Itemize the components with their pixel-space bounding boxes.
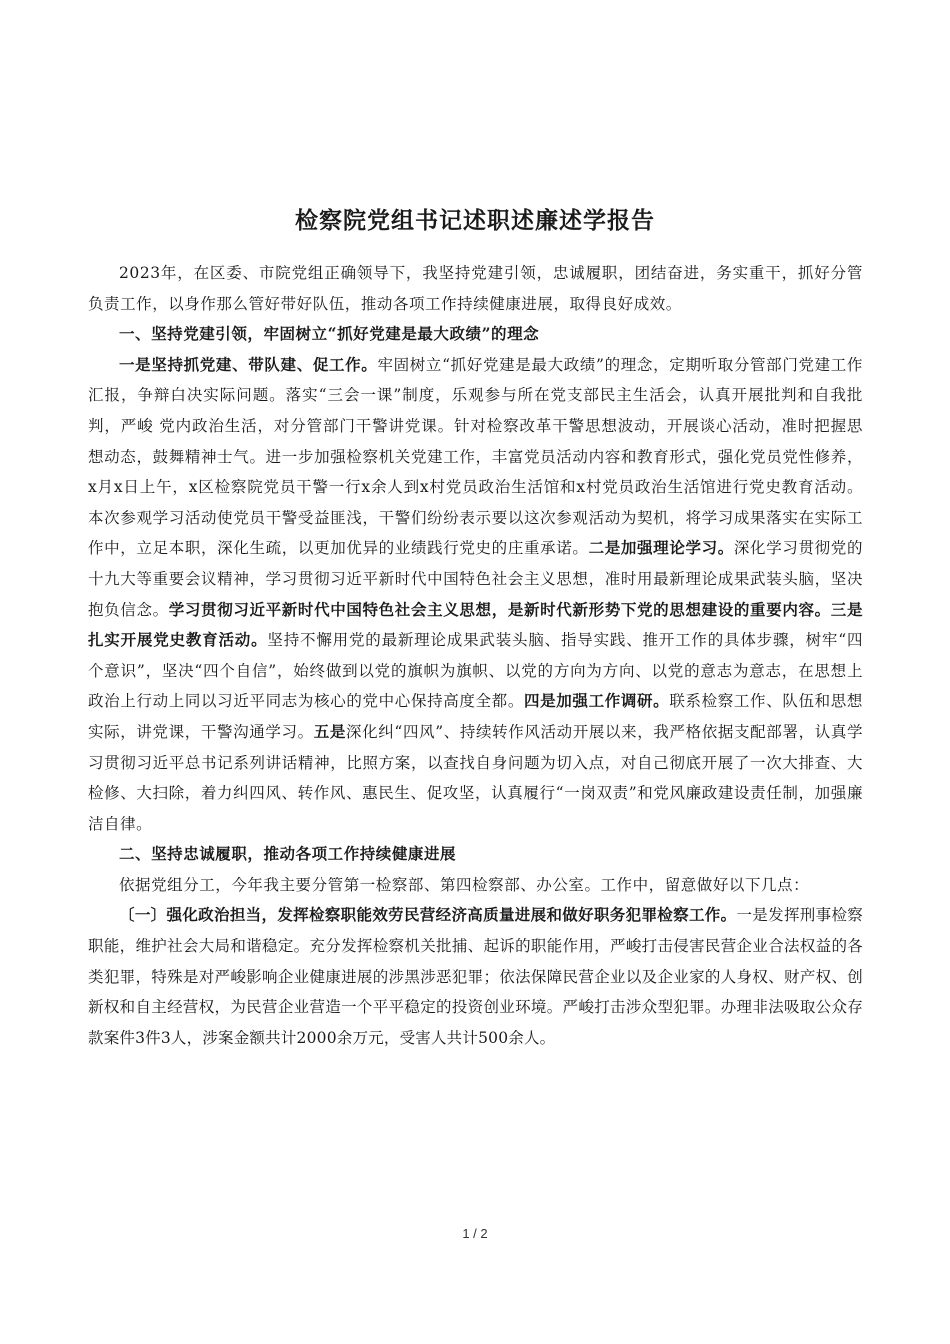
document-title: 检察院党组书记述职述廉述学报告 [295, 207, 655, 234]
section-2-intro: 依据党组分工，今年我主要分管第一检察部、第四检察部、办公室。工作中，留意做好以下几点： [119, 875, 810, 894]
point-2-text: 深化学习贯彻党的十九大等重要会议精神，学习贯彻习近平新时代中国特色社会主义思想，准时用最新理论成果武装头脑，坚决抱负信念。 [88, 539, 863, 619]
page-indicator: 1 / 2 [462, 1226, 488, 1241]
point-4-text: 联系检察工作、队伍和思想实际，讲党课，干警沟通学习。 [88, 692, 863, 741]
point-1-text: 牢固树立“抓好党建是最大政绩”的理念，定期听取分管部门党建工作汇报，争辩白决实际问题。落实“三会一课”制度，乐观参与所在党支部民主生活会，认真开展批判和自我批判，严峻 党内政治生活，对分管部门干警讲党课。针对检察改革干警思想波动，开展谈心活动，准时把握思想动态，鼓舞精神士气。进一步加强检察机关党建工作，丰富党员活动内容和教育形式，强化党员党性修养，x月x日上午，x区检察院党员干警一行x余人到x村党员政治生活馆和x村党员政治生活馆进行党史教育活动。本次参观学习活动使党员干警受益匪浅，干警们纷纷表示要以这次参观活动为契机，将学习成果落实在实际工作中，立足本职，深化生疏，以更加优异的业绩践行党史的庄重承诺。 [88, 355, 863, 558]
section-1-paragraph [88, 350, 863, 840]
intro-paragraph: 2023年，在区委、市院党组正确领导下，我坚持党建引领，忠诚履职，团结奋进，务实重干，抓好分管负责工作，以身作那么管好带好队伍，推动各项工作持续健康进展，取得良好成效。 [88, 264, 863, 313]
item-1-text: 一是发挥刑事检察职能，维护社会大局和谐稳定。充分发挥检察机关批捕、起诉的职能作用，严峻打击侵害民营企业合法权益的各类犯罪，特殊是对严峻影响企业健康进展的涉黑涉恶犯罪；依法保障民营企业以及企业家的人身权、财产权、创新权和自主经营权，为民营企业营造一个平平稳定的投资创业环境。严峻打击涉众型犯罪。办理非法吸取公众存款案件3件3人，涉案金额共计2000余万元，受害人共计500余人。 [88, 906, 863, 1047]
section-1-heading: 一、坚持党建引领，牢固树立“抓好党建是最大政绩”的理念 [119, 324, 540, 344]
point-5-text: 深化纠“四风”、持续转作风活动开展以来，我严格依据支配部署，认真学习贯彻习近平总书记系列讲话精神，比照方案，以查找自身问题为切入点，对自己彻底开展了一次大排查、大检修、大扫除，着力纠四风、转作风、惠民生、促攻坚，认真履行“一岗双责”和党风廉政建设责任制，加强廉洁自律。 [88, 722, 863, 833]
point-5-lead: 五是 [313, 721, 347, 741]
point-3-text: 坚持不懈用党的最新理论成果武装头脑、指导实践、推开工作的具体步骤，树牢“四个意识”，坚决“四个自信”，始终做到以党的旗帜为旗帜、以党的方向为方向、以党的意志为意志，在思想上政治上行动上同以习近平同志为核心的党中心保持高度全都。 [88, 631, 863, 711]
point-4-lead: 四是加强工作调研。 [523, 691, 670, 711]
point-3-lead: 三是扎实开展党史教育活动。 [88, 599, 863, 650]
point-2-lead: 二是加强理论学习。 [588, 538, 734, 558]
section-2-heading: 二、坚持忠诚履职，推动各项工作持续健康进展 [119, 844, 457, 864]
item-1-lead: 〔一〕强化政治担当，发挥检察职能效劳民营经济高质量进展和做好职务犯罪检察工作。 [119, 905, 737, 925]
section-2-item-1 [88, 900, 863, 1053]
point-1-lead: 一是坚持抓党建、带队建、促工作。 [119, 354, 378, 374]
document-body [88, 258, 863, 1053]
point-2-bold-sentence: 学习贯彻习近平新时代中国特色社会主义思想，是新时代新形势下党的思想建设的重要内容。 [168, 599, 831, 619]
